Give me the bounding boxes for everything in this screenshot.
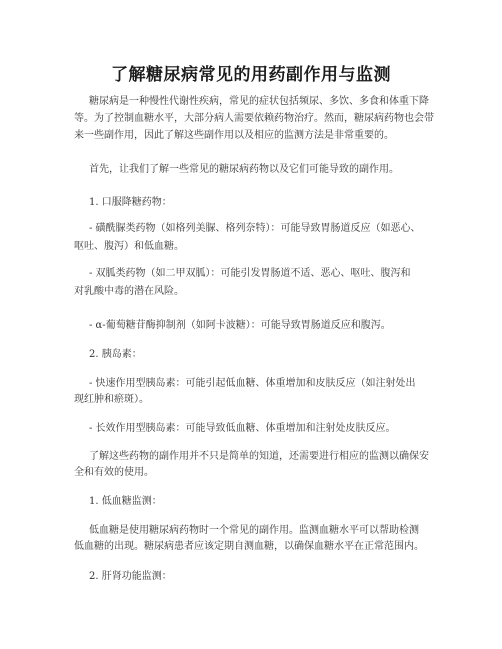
paragraph-hypoglycemia-line-1: 低血糖是使用糖尿病药物时一个常见的副作用。监测血糖水平可以帮助检测 [89, 525, 419, 536]
paragraph-hypoglycemia-line-2: 低血糖的出现。糖尿病患者应该定期自测血糖，以确保血糖水平在正常范围内。 [74, 541, 424, 552]
item-alpha-glucosidase-line-1: - α-葡萄糖苷酶抑制剂（如阿卡波糖）：可能导致胃肠道反应和腹泻。 [89, 320, 391, 331]
paragraph-intro-line-3: 来一些副作用，因此了解这些副作用以及相应的监测方法是非常重要的。 [74, 130, 394, 141]
item-biguanide-line-1: - 双胍类药物（如二甲双胍）：可能引发胃肠道不适、恶心、呕吐、腹泻和 [89, 268, 411, 279]
document-title: 了解糖尿病常见的用药副作用与监测 [111, 65, 391, 85]
item-rapid-insulin-line-2: 现红肿和瘀斑）。 [74, 394, 149, 405]
item-rapid-insulin-line-1: - 快速作用型胰岛素：可能引起低血糖、体重增加和皮肤反应（如注射处出 [89, 378, 416, 389]
section-liver-kidney-heading: 2. 肝肾功能监测： [89, 571, 172, 582]
item-long-insulin-line-1: - 长效作用型胰岛素：可能导致低血糖、体重增加和注射处皮肤反应。 [89, 423, 396, 434]
item-biguanide-line-2: 对乳酸中毒的潜在风险。 [74, 286, 184, 297]
paragraph-understand-line-2: 全和有效的使用。 [74, 467, 154, 478]
paragraph-intro-line-1: 糖尿病是一种慢性代谢性疾病，常见的症状包括频尿、多饮、多食和体重下降 [89, 96, 429, 107]
paragraph-intro-line-2: 等。为了控制血糖水平，大部分病人需要依赖药物治疗。然而，糖尿病药物也会带 [74, 113, 434, 124]
section-hypoglycemia-heading: 1. 低血糖监测： [89, 496, 162, 507]
paragraph-first-line-1: 首先，让我们了解一些常见的糖尿病药物以及它们可能导致的副作用。 [89, 164, 399, 175]
item-sulfonylurea-line-2: 呕吐、腹泻）和低血糖。 [74, 241, 184, 252]
section-oral-heading: 1. 口服降糖药物： [89, 197, 172, 208]
section-insulin-heading: 2. 胰岛素： [89, 349, 142, 360]
item-sulfonylurea-line-1: - 磺酰脲类药物（如格列美脲、格列奈特）：可能导致胃肠道反应（如恶心、 [89, 223, 421, 234]
paragraph-understand-line-1: 了解这些药物的副作用并不只是简单的知道，还需要进行相应的监测以确保安 [89, 451, 429, 462]
